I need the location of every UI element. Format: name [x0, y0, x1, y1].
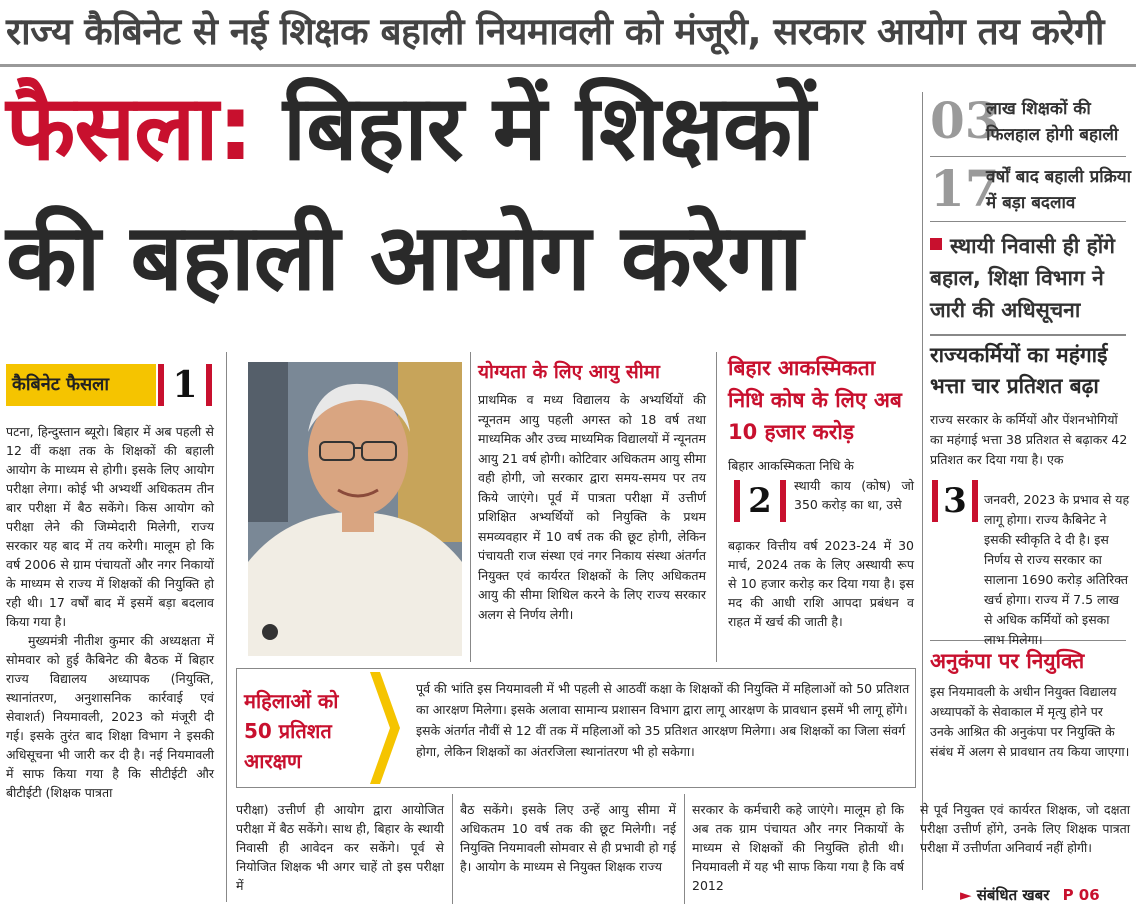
column-divider	[452, 794, 453, 904]
fund-number-badge: 2	[734, 480, 786, 522]
da-number-badge: 3	[932, 480, 978, 522]
stat-text: वर्षों बाद बहाली प्रक्रिया में बड़ा बदलाव	[986, 167, 1132, 213]
da-text-2: जनवरी, 2023 के प्रभाव से यह लागू होगा। राज्य कैबिनेट ने इसकी स्वीकृति दे दी है। इस निर्णय से राज्य सरकार का सालाना 1690 करोड़ अतिरिक्त खर्च होगा। राज्य में 7.5 लाख से अधिक कर्मियों को इसका लाभ मिलेगा।	[984, 492, 1130, 647]
bottom-column-3: बैठ सकेंगे। इसके लिए उन्हें आयु सीमा में अधिकतम 10 वर्ष तक की छूट मिलेगी। नई नियुक्ति नियमावली सोमवार से ही प्रभावी हो गई है। आयोग के माध्यम से नियुक्त शिक्षक राज्य	[460, 802, 676, 874]
fund-text-2: बढ़ाकर वित्तीय वर्ष 2023-24 में 30 मार्च, 2024 तक के लिए अस्थायी रूप से 10 हजार करोड़ कर दिया गया है। इस मद की आधी राशि आपदा प्रबंधन व राहत में खर्च की जाती है।	[728, 538, 914, 629]
women-text: पूर्व की भांति इस नियमावली में भी पहली से आठवीं कक्षा के शिक्षकों की नियुक्ति में महिलाओं को 50 प्रतिशत का आरक्षण मिलेगा। इसके अलावा सामान्य प्रशासन विभाग द्वारा लागू आरक्षण के प्रावधान इसमें भी लागू होंगे। इसके अंतर्गत नौवीं से 12 वीं तक में महिलाओं को 35 प्रतिशत आरक्षण मिलेगा। अब शिक्षकों का जिला संवर्ग होगा, लेकिन शिक्षकों का अंतरजिला स्थानांतरण भी हो सकेगा।	[416, 681, 910, 759]
age-text: प्राथमिक व मध्य विद्यालय के अभ्यर्थियों की न्यूनतम आयु पहली अगस्त को 18 वर्ष तथा माध्यमिक और उच्च माध्यमिक विद्यालयों में न्यूनतम आयु 21 वर्ष होगी। कोटिवार अधिकतम आयु सीमा वही होगी, जो सरकार द्वारा समय-समय पर तय किये जाएंगे। पूर्व में पात्रता परीक्षा में उत्तीर्ण प्रशिक्षित अभ्यर्थियों को नियुक्ति के प्रथम समव्यवहार में 10 वर्ष तक की छूट होगी, लेकिन पंचायती राज संस्था एवं नगर निकाय संस्था अंतर्गत नियुक्त एवं कार्यरत शिक्षकों के लिए अधिकतम आयु की सीमा शिथिल करने के लिए राज्य सरकार अलग से निर्णय लेगी।	[478, 392, 706, 622]
cabinet-label: कैबिनेट फैसला	[6, 364, 156, 406]
column-divider	[226, 352, 227, 902]
arrow-right-icon: ►	[960, 886, 972, 904]
compassion-text: इस नियमावली के अधीन नियुक्त विद्यालय अध्यापकों के सेवाकाल में मृत्यु होने पर उनके आश्रित की अनुकंपा पर नियुक्ति के संबंध में अलग से प्रावधान तय किया जाएगा।	[930, 684, 1130, 759]
stat-teachers	[930, 88, 1130, 158]
stat-number: 17	[930, 159, 1000, 218]
column-divider	[684, 794, 685, 904]
kicker-headline: राज्य कैबिनेट से नई शिक्षक बहाली नियमावली को मंजूरी, सरकार आयोग तय करेगी	[6, 10, 1105, 53]
headline-prefix: फैसला:	[6, 76, 253, 181]
fund-text-side: स्थायी काय (कोष) जो 350 करोड़ का था, उसे	[794, 478, 914, 512]
column-divider	[716, 352, 717, 662]
da-text-1: राज्य सरकार के कर्मियों और पेंशनभोगियों का महंगाई भत्ता 38 प्रतिशत से बढ़ाकर 42 प्रतिशत कर दिया गया है। एक	[930, 412, 1128, 467]
bottom-column-2: परीक्षा) उत्तीर्ण ही आयोग द्वारा आयोजित परीक्षा में बैठ सकेंगे। साथ ही, बिहार के स्थायी निवासी ही आवेदन कर सकेंगे। पूर्व से नियोजित शिक्षक भी अगर चाहें तो इस परीक्षा में	[236, 802, 444, 893]
stat-number: 03	[930, 91, 1000, 150]
page-reference: P 06	[1062, 886, 1100, 904]
top-divider	[0, 64, 1136, 67]
bullet-text: स्थायी निवासी ही होंगे बहाल, शिक्षा विभाग ने जारी की अधिसूचना	[930, 234, 1116, 322]
column-1	[6, 422, 214, 802]
portrait-illustration	[248, 362, 462, 656]
compassion-headline: अनुकंपा पर नियुक्ति	[930, 649, 1085, 673]
column-1-para-2: मुख्यमंत्री नीतीश कुमार की अध्यक्षता में सोमवार को हुई कैबिनेट की बैठक में बिहार राज्य विद्यालय अध्यापक (नियुक्ति, स्थानांतरण, अनुशासनिक कार्रवाई एवं सेवाशर्त) नियमावली, 2023 को मंजूरी दी गई। इसके तुरंत बाद शिक्षा विभाग ने इसकी अधिसूचना भी जारी कर दी है। नई नियमावली में साफ किया गया है कि सीटीईटी और बीटीईटी (शिक्षक पात्रता	[6, 633, 214, 800]
fund-headline: बिहार आकस्मिकता निधि कोष के लिए अब 10 हजार करोड़	[728, 356, 902, 444]
age-headline: योग्यता के लिए आयु सीमा	[478, 361, 660, 383]
women-headline: महिलाओं को 50 प्रतिशत आरक्षण	[244, 689, 339, 773]
bullet-square-icon	[930, 238, 942, 250]
column-divider	[470, 352, 471, 662]
headline-line-2: की बहाली आयोग करेगा	[6, 204, 802, 311]
fund-text-1: बिहार आकस्मिकता निधि के	[728, 458, 854, 473]
da-headline: राज्यकर्मियों का महंगाई भत्ता चार प्रतिशत बढ़ा	[930, 343, 1108, 398]
cm-photo	[248, 362, 462, 656]
stat-text: लाख शिक्षकों की फिलहाल होगी बहाली	[986, 99, 1119, 145]
related-news-link[interactable]	[960, 885, 1100, 905]
bottom-column-5: से पूर्व नियुक्त एवं कार्यरत शिक्षक, जो दक्षता परीक्षा उत्तीर्ण होंगे, उनके लिए शिक्षक पात्रता परीक्षा में उत्तीर्णता अनिवार्य नहीं होगी।	[920, 802, 1130, 855]
column-1-para-1: पटना, हिन्दुस्तान ब्यूरो। बिहार में अब पहली से 12 वीं कक्षा तक के शिक्षकों की बहाली आयोग के माध्यम से होगी। इसके लिए आयोग परीक्षा लेगा। कोई भी अभ्यर्थी अधिकतम तीन बार परीक्षा में बैठ सकेंगे। किस आयोग को परीक्षा लेने की जिम्मेदारी मिलेगी, राज्य सरकार यह बाद में तय करेगी। मालूम हो कि वर्ष 2006 से ग्राम पंचायतों और नगर निकायों के माध्यम से राज्य में शिक्षकों की नियुक्ति हो रही थी। 17 वर्षों बाद में इसमें बड़ा बदलाव किया गया है।	[6, 424, 214, 629]
headline-line-1	[6, 70, 916, 188]
related-news-label: संबंधित खबर	[976, 886, 1050, 904]
bullet-highlight	[930, 230, 1130, 326]
bottom-column-4: सरकार के कर्मचारी कहे जाएंगे। मालूम हो कि अब तक ग्राम पंचायत और नगर निकायों के माध्यम से शिक्षकों की नियुक्ति होती थी। नियमावली में यह भी साफ किया गया है कि वर्ष 2012	[692, 802, 904, 893]
main-headline	[6, 70, 916, 328]
right-column-divider	[922, 92, 923, 890]
cabinet-number-badge: 1	[158, 364, 212, 406]
sidebar-divider	[930, 334, 1126, 336]
headline-line1-rest: बिहार में शिक्षकों	[282, 76, 815, 181]
chevron-right-icon	[366, 670, 402, 786]
stat-years	[930, 156, 1130, 226]
